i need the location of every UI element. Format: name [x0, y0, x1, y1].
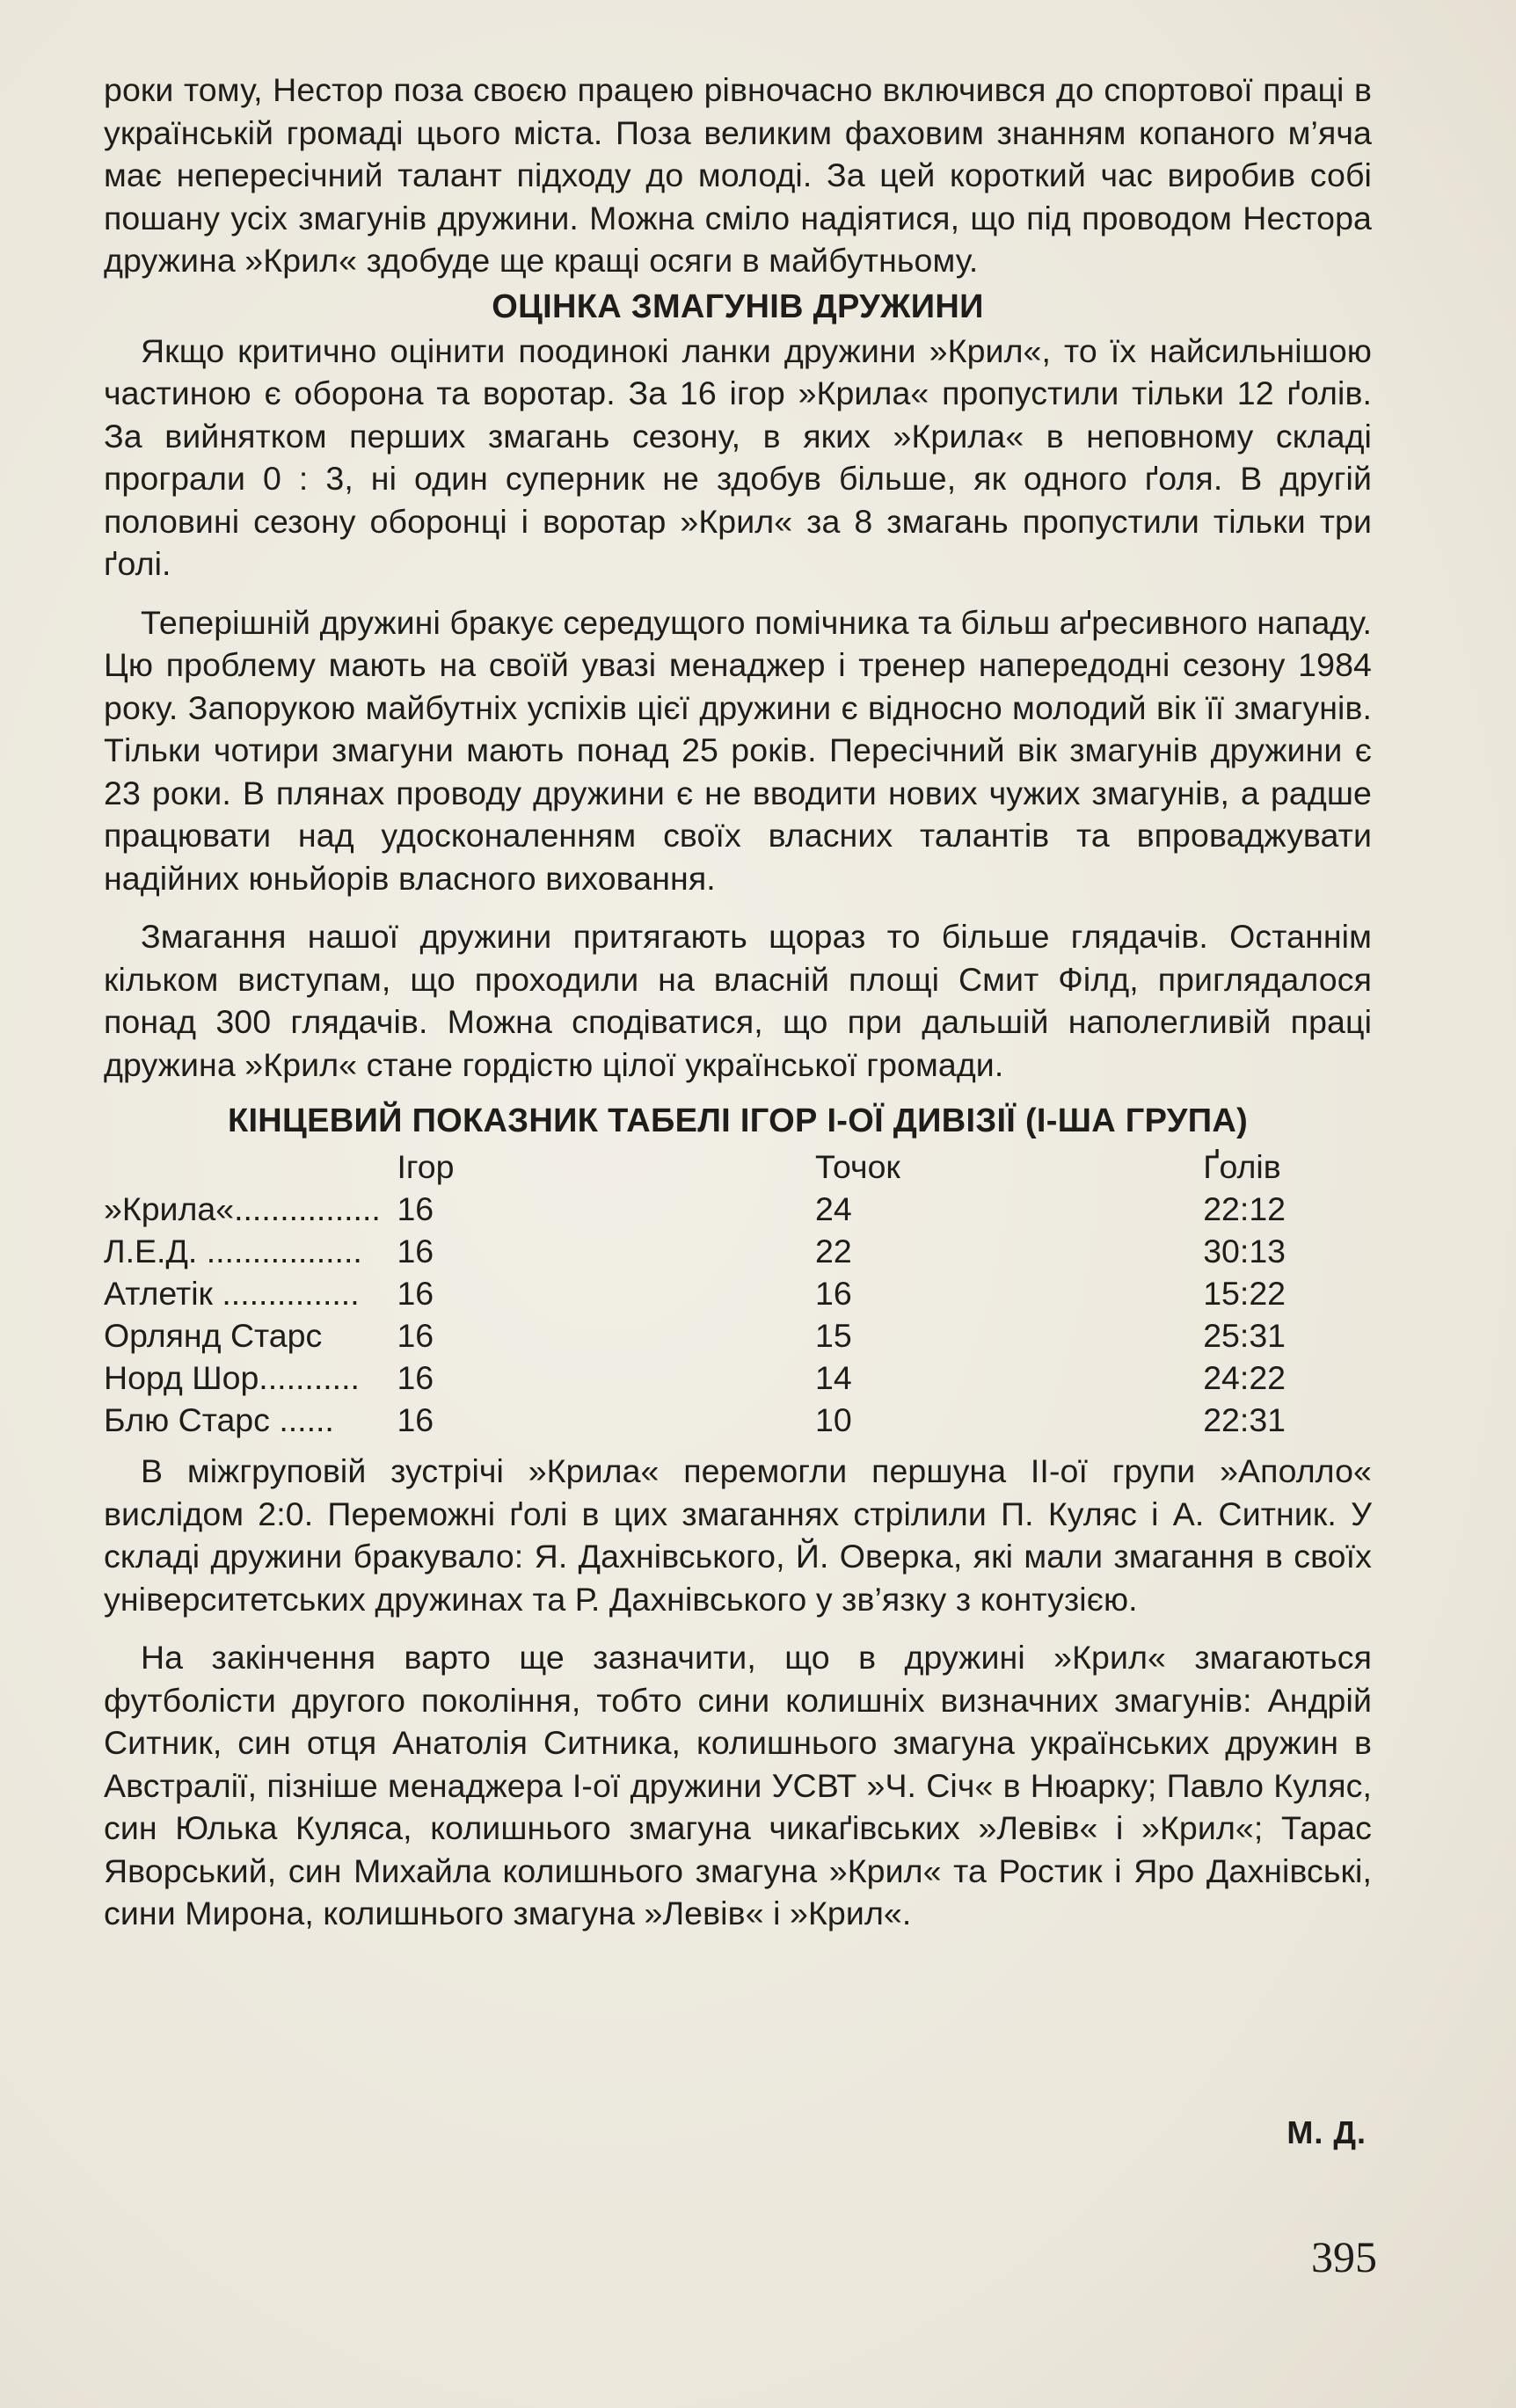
team-name: Блю Старс ......: [104, 1401, 334, 1438]
team-name: Орлянд Старс: [104, 1317, 323, 1354]
header-games: Ігор: [397, 1148, 455, 1185]
evaluation-paragraph-1: Якщо критично оцінити поодинокі ланки дружини »Крил«, то їх найсильнішою частиною є оборона та воротар. За 16 ігор »Крила« пропустили тільки 12 ґолів. За вийнятком перших змагань сезону, в яких »Крила« в неповному складі програли 0 : 3, ні один суперник не здобув більше, як одного ґоля. В другій половині сезону оборонці і воротар »Крил« за 8 змагань пропустили тільки три ґолі.: [104, 331, 1372, 582]
table-row: [104, 1399, 1372, 1441]
header-team: [104, 1146, 397, 1188]
table-row: [104, 1188, 1372, 1230]
author-signature: М. Д.: [1286, 2114, 1367, 2150]
standings-table: [104, 1146, 1372, 1441]
goals: 22:12: [1203, 1190, 1286, 1227]
section-heading-standings: КІНЦЕВИЙ ПОКАЗНИК ТАБЕЛІ ІГОР І-ОЇ ДИВІЗІЇ (І-ША ГРУПА): [227, 1102, 1249, 1139]
section-heading-evaluation: ОЦІНКА ЗМАГУНІВ ДРУЖИНИ: [492, 287, 984, 325]
goals: 15:22: [1203, 1275, 1286, 1312]
team-name: Л.Е.Д. .................: [104, 1233, 362, 1269]
games-played: 16: [397, 1275, 434, 1312]
games-played: 16: [397, 1190, 434, 1227]
team-name: Норд Шор...........: [104, 1359, 360, 1396]
table-row: [104, 1314, 1372, 1357]
text-column: [104, 69, 1372, 1935]
evaluation-paragraph-2: Теперішній дружині бракує середущого помічника та більш аґресивного нападу. Цю проблему мають на своїй увазі менаджер і тренер напередодні сезону 1984 року. Запорукою майбутніх успіхів цієї дружини є відносно молодий вік її змагунів. Тільки чотири змагуни мають понад 25 років. Пересічний вік змагунів дружини є 23 роки. В плянах проводу дружини є не вводити нових чужих змагунів, а радше працювати над удосконаленням своїх власних талантів та впроваджувати надійних юньйорів власного виховання.: [104, 603, 1372, 897]
closing-paragraph: На закінчення варто ще зазначити, що в дружині »Крил« змагаються футболісти другого покоління, тобто сини колишніх визначних змагунів: Андрій Ситник, син отця Анатолія Ситника, колишнього змагуна українських дружин в Австралії, пізніше менаджера І-ої дружини УСВТ »Ч. Січ« в Нюарку; Павло Куляс, син Юлька Куляса, колишнього змагуна чикаґівських »Левів« і »Крил«; Тарас Яворський, син Михайла колишнього змагуна »Крил« та Ростик і Яро Дахнівські, сини Мирона, колишнього змагуна »Левів« і »Крил«.: [104, 1639, 1372, 1931]
points: 24: [815, 1190, 852, 1227]
goals: 25:31: [1203, 1317, 1286, 1354]
table-row: [104, 1230, 1372, 1272]
header-points: Точок: [815, 1148, 900, 1185]
games-played: 16: [397, 1317, 434, 1354]
points: 22: [815, 1233, 852, 1269]
standings-header-row: [104, 1146, 1372, 1188]
points: 16: [815, 1275, 852, 1312]
intro-paragraph: роки тому, Нестор поза своєю працею рівночасно включився до спортової праці в українській громаді цього міста. Поза великим фаховим знанням копаного м’яча має непересічний талант підходу до молоді. За цей короткий час виробив собі пошану усіх змагунів дружини. Можна сміло надіятися, що під проводом Нестора дружина »Крил« здобуде ще кращі осяги в майбутньому.: [104, 71, 1372, 279]
intergroup-paragraph: В міжгруповій зустрічі »Крила« перемогли першуна ІІ-ої групи »Аполло« вислідом 2:0. Переможні ґолі в цих змаганнях стрілили П. Куляс і А. Ситник. У складі дружини бракувало: Я. Дахнівського, Й. Оверка, які мали змагання в своїх університетських дружинах та Р. Дахнівського у зв’язку з контузією.: [104, 1452, 1372, 1618]
goals: 22:31: [1203, 1401, 1286, 1438]
points: 14: [815, 1359, 852, 1396]
team-name: Атлетік ...............: [104, 1275, 360, 1312]
header-goals: Ґолів: [1203, 1148, 1281, 1185]
goals: 24:22: [1203, 1359, 1286, 1396]
goals: 30:13: [1203, 1233, 1286, 1269]
table-row: [104, 1272, 1372, 1314]
evaluation-paragraph-3: Змагання нашої дружини притягають щораз то більше глядачів. Останнім кільком виступам, що проходили на власній площі Смит Філд, приглядалося понад 300 глядачів. Можна сподіватися, що при дальшій наполегливій праці дружина »Крил« стане гордістю цілої української громади.: [104, 918, 1372, 1083]
games-played: 16: [397, 1401, 434, 1438]
page-number: 395: [1311, 2232, 1377, 2281]
team-name: »Крила«................: [104, 1190, 381, 1227]
games-played: 16: [397, 1233, 434, 1269]
points: 10: [815, 1401, 852, 1438]
points: 15: [815, 1317, 852, 1354]
games-played: 16: [397, 1359, 434, 1396]
table-row: [104, 1357, 1372, 1399]
